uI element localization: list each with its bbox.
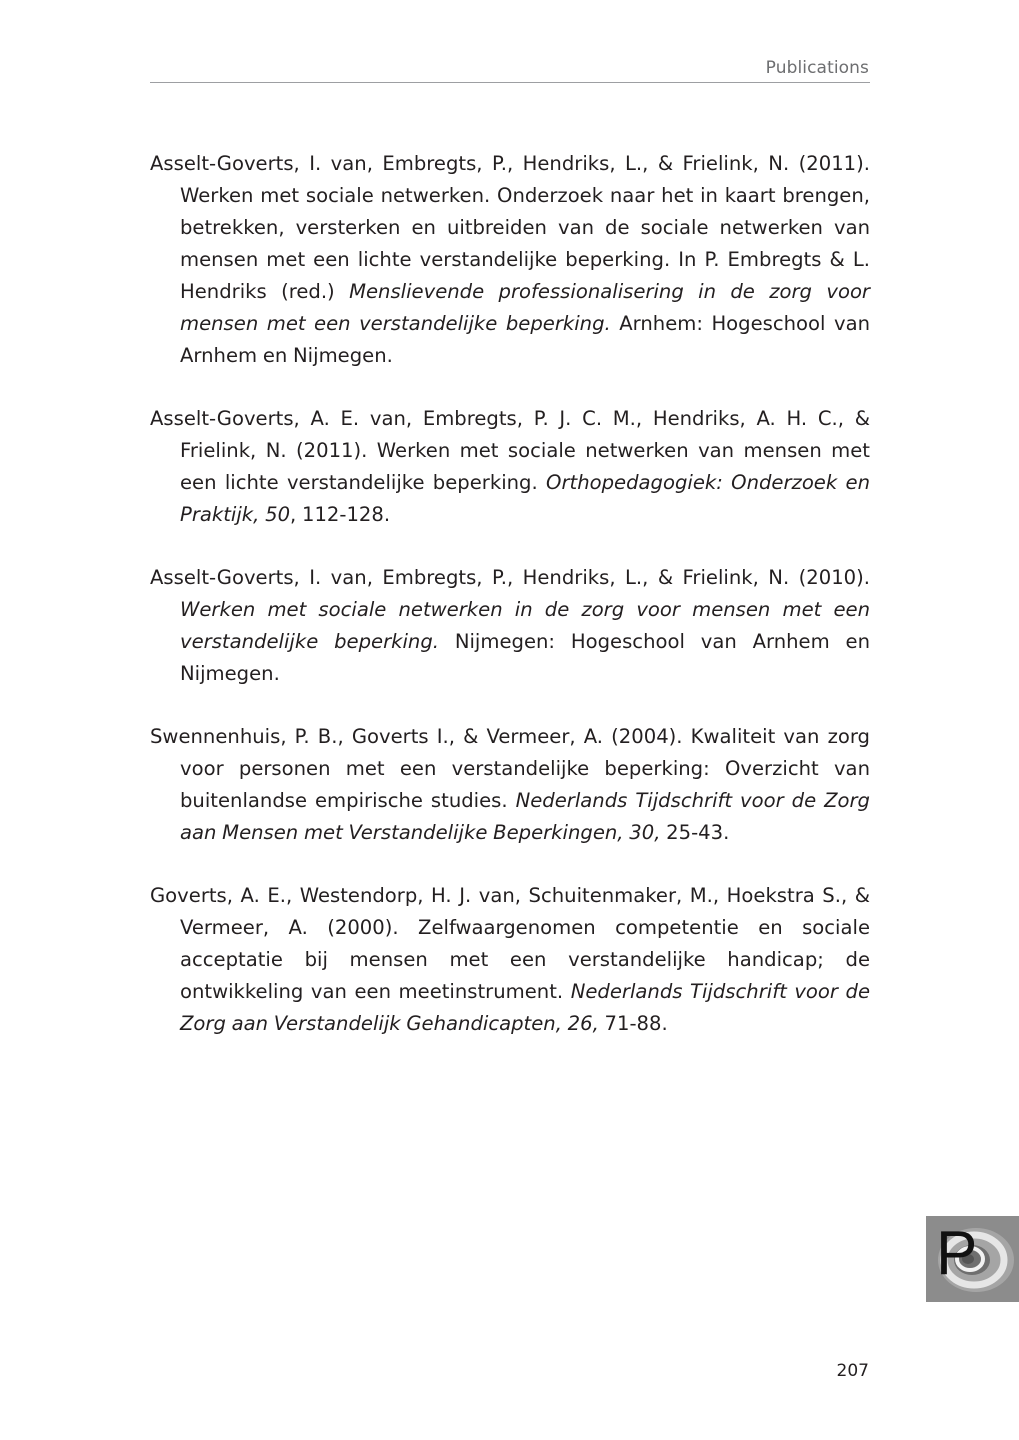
reference-text: Asselt-Goverts, I. van, Embregts, P., Hendriks, L., & Frielink, N. (2010). (150, 566, 870, 589)
reference-text-end: 71-88. (598, 1012, 668, 1035)
reference-list (150, 148, 870, 1071)
reference-italic-title: Nederlands Tijdschrift voor de Zorg aan Mensen met Verstandelijke Beperkingen, 30, (180, 789, 870, 844)
header-divider (150, 82, 870, 83)
reference-text-end: 25-43. (660, 821, 730, 844)
reference-entry (150, 562, 870, 690)
reference-italic-title: Nederlands Tijdschrift voor de Zorg aan Verstandelijk Gehandicapten, 26, (180, 980, 871, 1035)
reference-entry (150, 148, 870, 372)
reference-text-end: , 112-128. (290, 503, 391, 526)
running-header-title: Publications (765, 58, 869, 78)
reference-italic-title: Werken met sociale netwerken in de zorg voor mensen met een verstandelijke beperking. (180, 598, 870, 653)
reference-text-end: Nijmegen: Hogeschool van Arnhem en Nijmegen. (180, 630, 870, 685)
chapter-tab-thumbnail (926, 1216, 1019, 1302)
chapter-letter: P (936, 1219, 978, 1288)
reference-text: Asselt-Goverts, I. van, Embregts, P., Hendriks, L., & Frielink, N. (2011). Werken met sociale netwerken. Onderzoek naar het in kaart brengen, betrekken, versterken en uitbreiden van de sociale netwerken van mensen met een lichte verstandelijke beperking. In P. Embregts & L. Hendriks (red.) (150, 152, 870, 303)
reference-text-end: Arnhem: Hogeschool van Arnhem en Nijmegen. (180, 312, 870, 367)
reference-text: Asselt-Goverts, A. E. van, Embregts, P. J. C. M., Hendriks, A. H. C., & Frielink, N. (2011). Werken met sociale netwerken van mensen met een lichte verstandelijke beperking. (150, 407, 870, 494)
reference-entry (150, 880, 870, 1040)
reference-italic-title: Orthopedagogiek: Onderzoek en Praktijk, 50 (180, 471, 870, 526)
reference-italic-title: Menslievende professionalisering in de zorg voor mensen met een verstandelijke beperking. (180, 280, 870, 335)
page-number: 207 (836, 1361, 869, 1381)
reference-text: Swennenhuis, P. B., Goverts I., & Vermeer, A. (2004). Kwaliteit van zorg voor personen met een verstandelijke beperking: Overzicht van buitenlandse empirische studies. (150, 725, 870, 812)
reference-entry (150, 721, 870, 849)
reference-text: Goverts, A. E., Westendorp, H. J. van, Schuitenmaker, M., Hoekstra S., & Vermeer, A. (2000). Zelfwaargenomen competentie en sociale acceptatie bij mensen met een verstandelijke handicap; de ontwikkeling van een meetinstrument. (150, 884, 870, 1003)
reference-entry (150, 403, 870, 531)
